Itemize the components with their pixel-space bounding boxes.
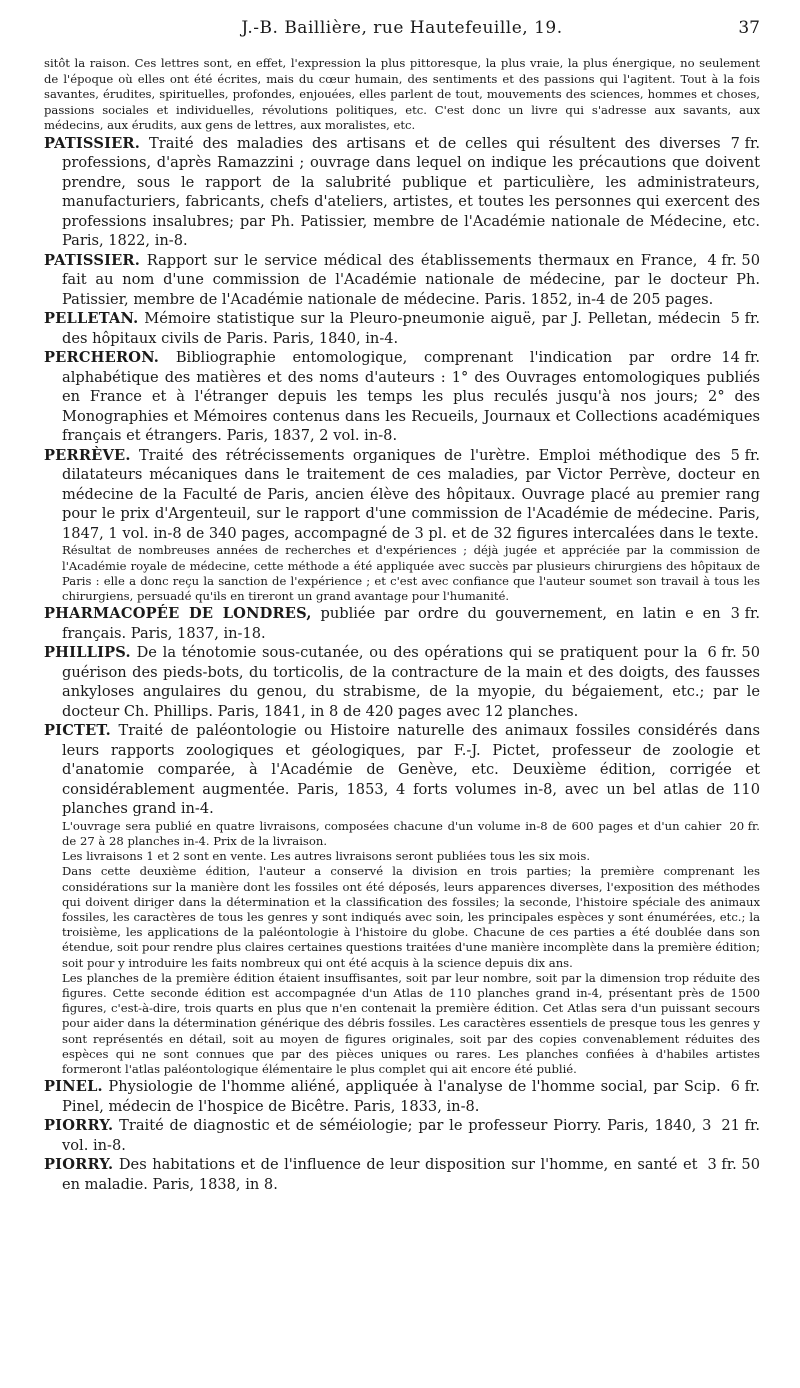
entry-main-text (44, 251, 760, 310)
entry-author: PATISSIER. (44, 134, 141, 152)
entry-price: 7 fr. (730, 134, 760, 152)
entry-title: Rapport sur le service médical des établissements thermaux en France, fait au nom d'une commission de l'Académie nationale de médecine, par le docteur Ph. Patissier, membre de l'Académie nationale de médecine. Paris. 1852, in-4 de 205 pages. (62, 251, 760, 308)
entry-price: 3 fr. (730, 605, 760, 623)
catalogue-entry (44, 604, 760, 643)
entry-title: Mémoire statistique sur la Pleuro-pneumonie aiguë, par J. Pelletan, médecin des hôpitaux civils de Paris. Paris, 1840, in-4. (62, 310, 721, 347)
entry-title: Bibliographie entomologique, comprenant l'indication par ordre alphabétique des matières et des noms d'auteurs : 1° des Ouvrages entomologiques publiés en France et à l'étranger depuis les temps les plus reculés jusqu'à nos jours; 2° des Monographies et Mémoires contenus dans les Recueils, Journaux et Collections académiques français et étrangers. Paris, 1837, 2 vol. in-8. (62, 349, 760, 445)
entry-note (44, 543, 760, 604)
entry-main-text (44, 604, 760, 643)
entry-price: 6 fr. 50 (707, 644, 760, 662)
entry-main-text (44, 1077, 760, 1116)
entry-main-text (44, 721, 760, 819)
entry-author: PIORRY. (44, 1156, 114, 1174)
entry-title: Traité des maladies des artisans et de celles qui résultent des diverses professions, d'après Ramazzini ; ouvrage dans lequel on indique les précautions que doivent prendre, sous le rapport de la salubrité publique et particulière, les administrateurs, manufacturiers, fabricants, chefs d'ateliers, artistes, et toutes les personnes qui exercent des professions insalubres; par Ph. Patissier, membre de l'Académie nationale de Médecine, etc. Paris, 1822, in-8. (62, 134, 760, 250)
entry-title: Physiologie de l'homme aliéné, appliquée à l'analyse de l'homme social, par Scip. Pinel, médecin de l'hospice de Bicêtre. Paris, 1833, in-8. (62, 1078, 721, 1115)
entry-title: De la ténotomie sous-cutanée, ou des opérations qui se pratiquent pour la guérison des pieds-bots, du torticolis, de la contracture de la main et des doigts, des fausses ankyloses angulaires du genou, du strabisme, de la myopie, du bégaiement, etc.; par le docteur Ch. Phillips. Paris, 1841, in 8 de 420 pages avec 12 planches. (62, 644, 760, 720)
catalogue-entry (44, 1116, 760, 1155)
entry-main-text (44, 1155, 760, 1194)
entry-main-text (44, 134, 760, 251)
entry-main-text (44, 309, 760, 348)
entry-price: 5 fr. (730, 446, 760, 464)
entry-note-text: Les livraisons 1 et 2 sont en vente. Les autres livraisons seront publiées tous les six mois. (62, 849, 591, 864)
entry-note (44, 864, 760, 970)
entry-title: Des habitations et de l'influence de leur disposition sur l'homme, en santé et en maladie. Paris, 1838, in 8. (62, 1156, 698, 1193)
entry-note (44, 849, 760, 864)
entry-price: 6 fr. (730, 1078, 760, 1096)
entry-note (44, 971, 760, 1077)
entry-price: 5 fr. (730, 310, 760, 328)
page-header (44, 18, 760, 46)
running-head: J.-B. Baillière, rue Hautefeuille, 19. (241, 18, 563, 38)
catalogue-entry (44, 643, 760, 721)
entry-author: PELLETAN. (44, 310, 139, 328)
entry-title: Traité de paléontologie ou Histoire naturelle des animaux fossiles considérés dans leurs rapports zoologiques et géologiques, par F.-J. Pictet, professeur de zoologie et d'anatomie comparée, à l'Académie de Genève, etc. Deuxième édition, corrigée et considérablement augmentée. Paris, 1853, 4 forts volumes in-8, avec un bel atlas de 110 planches grand in-4. (62, 722, 760, 818)
entry-note-price: 20 fr. (729, 818, 760, 833)
entry-price: 14 fr. (721, 349, 760, 367)
entry-title: Traité de diagnostic et de séméiologie; par le professeur Piorry. Paris, 1840, 3 vol. in-8. (62, 1117, 712, 1154)
catalogue-entry (44, 1155, 760, 1194)
entry-author: PERCHERON. (44, 349, 160, 367)
entry-author: PATISSIER. (44, 251, 141, 269)
catalogue-entry (44, 309, 760, 348)
entry-author: PHILLIPS. (44, 644, 131, 662)
entry-author: PERRÈVE. (44, 446, 131, 464)
entry-main-text (44, 446, 760, 544)
entry-main-text (44, 1116, 760, 1155)
entry-author: PHARMACOPÉE DE LONDRES, (44, 605, 312, 623)
catalogue-entry (44, 721, 760, 1077)
entry-price: 4 fr. 50 (707, 251, 760, 269)
catalogue-entry (44, 446, 760, 604)
catalogue-entry (44, 134, 760, 251)
entry-note-text: Résultat de nombreuses années de recherches et d'expériences ; déjà jugée et appréciée par la commission de l'Académie royale de médecine, cette méthode a été appliquée avec succès par plusieurs chirurgiens des hôpitaux de Paris : elle a donc reçu la sanction de l'expérience ; et c'est avec confiance que l'auteur soumet son travail à tous les chirurgiens, persuadé qu'ils en tireront un grand avantage pour l'humanité. (62, 543, 760, 604)
catalogue-entry (44, 1077, 760, 1116)
entry-note (44, 819, 760, 849)
entry-author: PINEL. (44, 1078, 103, 1096)
entry-price: 3 fr. 50 (707, 1156, 760, 1174)
entry-note-text: Les planches de la première édition étaient insuffisantes, soit par leur nombre, soit par la dimension trop réduite des figures. Cette seconde édition est accompagnée d'un Atlas de 110 planches grand in-4, présentant près de 1500 figures, c'est-à-dire, trois quarts en plus que n'en contenait la première édition. Cet Atlas sera d'un puissant secours pour aider dans la détermination générique des débris fossiles. Les caractères essentiels de presque tous les genres y sont représentés en détail, soit au moyen de figures originales, soit par des copies convenablement réduites des espèces qui ne sont connues que par des pièces uniques ou rares. Les planches confiées à d'habiles artistes formeront l'atlas paléontologique élémentaire le plus complet qui ait encore été publié. (62, 970, 760, 1077)
entry-title: Traité des rétrécissements organiques de l'urètre. Emploi méthodique des dilatateurs mécaniques dans le traitement de ces maladies, par Victor Perrève, docteur en médecine de la Faculté de Paris, ancien élève des hôpitaux. Ouvrage placé au premier rang pour le prix d'Argenteuil, sur le rapport d'une commission de l'Académie de médecine. Paris, 1847, 1 vol. in-8 de 340 pages, accompagné de 3 pl. et de 32 figures intercalées dans le texte. (62, 446, 760, 542)
entry-price: 21 fr. (721, 1117, 760, 1135)
entry-title: publiée par ordre du gouvernement, en latin e en français. Paris, 1837, in-18. (62, 605, 721, 642)
catalogue-entry (44, 348, 760, 446)
continuation-paragraph: sitôt la raison. Ces lettres sont, en effet, l'expression la plus pittoresque, la plus vraie, la plus énergique, no seulement de l'époque où elles ont été écrites, mais du cœur humain, des sentiments et des passions qui l'agitent. Tout à la fois savantes, érudites, spirituelles, profondes, enjouées, elles parlent de tout, mouvements des sciences, hommes et choses, passions sociales et individuelles, révolutions politiques, etc. C'est donc un livre qui s'adresse aux savants, aux médecins, aux érudits, aux gens de lettres, aux moralistes, etc. (44, 56, 760, 133)
entry-author: PICTET. (44, 722, 111, 740)
entry-note-text: Dans cette deuxième édition, l'auteur a conservé la division en trois parties; la première comprenant les considérations sur la manière dont les fossiles ont été déposés, leurs apparences diverses, l'exposition des méthodes qui doivent diriger dans la détermination et la classification des fossiles; la seconde, l'histoire spéciale des animaux fossiles, les caractères de tous les genres y sont indiqués avec soin, les principales espèces y sont énumérées, etc.; la troisième, les applications de la paléontologie à l'histoire du globe. Chacune de ces parties a été doublée dans son étendue, soit pour rendre plus claires certaines questions traitées d'une manière incomplète dans la première édition; soit pour y introduire les faits nombreux qui ont été acquis à la science depuis dix ans. (62, 864, 760, 970)
catalogue-entry (44, 251, 760, 310)
entry-main-text (44, 643, 760, 721)
catalogue-page (44, 18, 760, 1194)
entry-note-text: L'ouvrage sera publié en quatre livraisons, composées chacune d'un volume in-8 de 600 pages et d'un cahier de 27 à 28 planches in-4. Prix de la livraison. (62, 818, 722, 848)
entry-author: PIORRY. (44, 1117, 114, 1135)
catalogue-entries (44, 134, 760, 1194)
page-number: 37 (738, 18, 760, 38)
entry-main-text (44, 348, 760, 446)
